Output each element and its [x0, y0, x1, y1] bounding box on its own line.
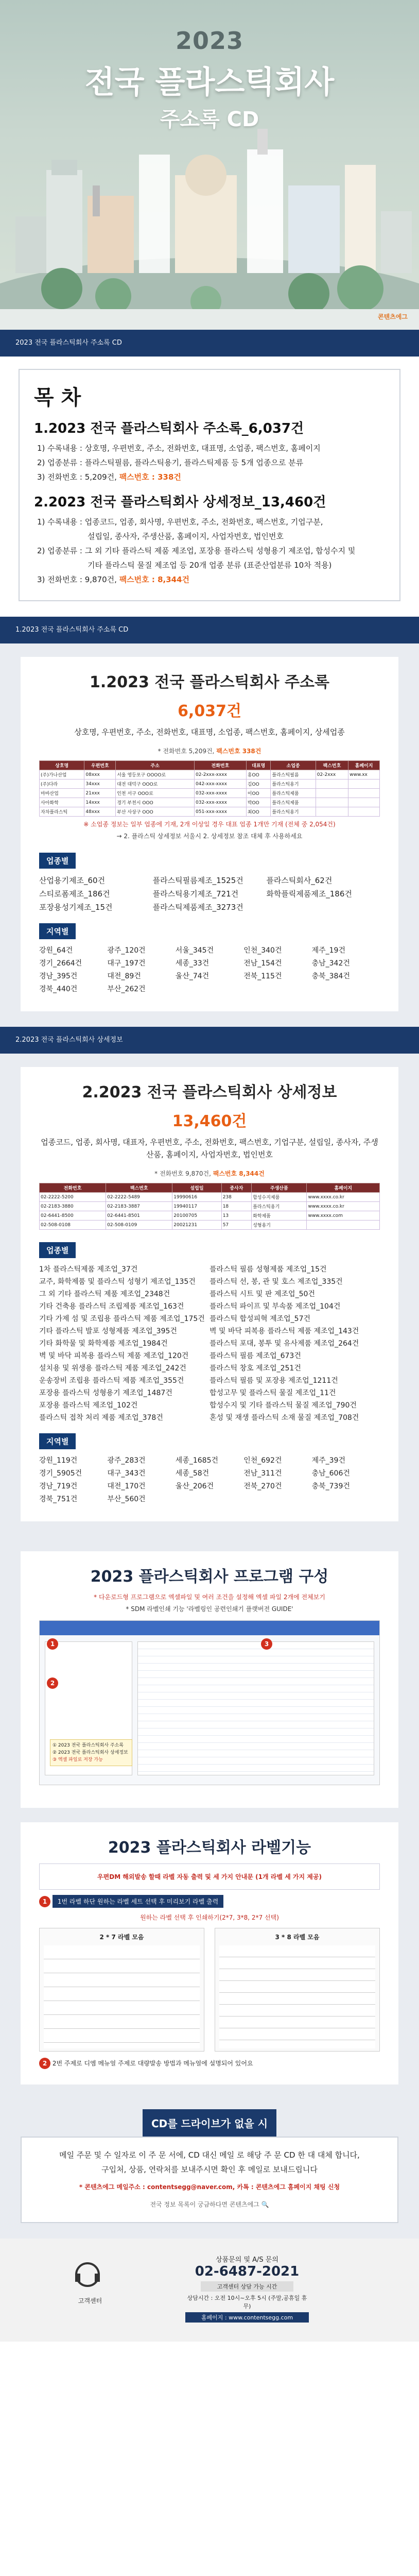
table-cell: 13: [221, 1211, 251, 1221]
cd-title: CD를 드라이브가 없을 시: [143, 2109, 276, 2137]
footer-tel-title: 상품문의 및 A/S 문의: [216, 2256, 278, 2264]
table-cell: 20021231: [172, 1221, 221, 1230]
cd-box: [21, 2137, 398, 2223]
table-cell: 02-2183-3887: [106, 1202, 172, 1211]
detail-card: [21, 1067, 398, 1521]
category-item: 플라스틱 포대, 봉투 및 유사제품 제조업_264건: [210, 1340, 359, 1348]
region-item: 대구_343건: [107, 1469, 146, 1478]
marker-1: 1: [47, 1638, 58, 1650]
fax-note-text: 팩스번호 338건: [216, 748, 261, 755]
region-item: 전남_311건: [243, 1469, 282, 1478]
category-item: 플라스틱 합성피혁 제조업_57건: [210, 1315, 311, 1323]
table-cell: [316, 779, 348, 789]
table-cell: 플라스틱용기: [271, 807, 316, 817]
region-tag: 지역별: [39, 923, 76, 939]
region-item: 인천_340건: [243, 946, 282, 955]
table-row: [40, 789, 380, 798]
record-count: 13,460건: [172, 1112, 247, 1130]
table-cell: www.xxxx.co.kr: [307, 1193, 380, 1202]
region-item: 충남_342건: [311, 959, 350, 968]
program-note: ② 2023 전국 플라스틱회사 상세정보: [53, 1750, 128, 1755]
headset-icon: [72, 2259, 103, 2290]
table-cell: 자차플라스틱: [40, 807, 84, 817]
category-item: 포장용 플라스틱 성형용기 제조업_1487건: [39, 1389, 172, 1397]
program-section: [0, 1537, 419, 1822]
step1-text: 1번 라벨 하단 원하는 라벨 세트 선택 후 미리보기 라벨 출력: [53, 1895, 223, 1908]
category-item: 그 외 기타 플라스틱 제품 제조업_2348건: [39, 1290, 170, 1298]
category-item: 기타 화학물 및 화학제품 제조업_1984건: [39, 1340, 168, 1348]
region-item: [243, 983, 311, 996]
region-item: 서울_345건: [175, 946, 214, 955]
table-cell: 플라스틱제품: [271, 798, 316, 807]
toc-s2-line: 2) 업종분류 : 그 외 기타 플라스틱 제품 제조업, 포장용 플라스틱 성형용기 제조업, 합성수지 및: [37, 546, 356, 555]
region-item: 경북_751건: [39, 1495, 78, 1503]
category-item: 포장용 플라스틱 제조업_102건: [39, 1401, 138, 1410]
table-cell: 화학제품: [252, 1211, 307, 1221]
detail-section: [0, 1054, 419, 1537]
region-item: 경남_719건: [39, 1482, 78, 1490]
toc-s2-phone: 3) 전화번호 : 9,870건,: [37, 575, 119, 584]
cd-text1: 메일 주문 및 수 일자로 이 주 문 서에, CD 대신 메일 로 해당 주 문 CD 한 대 대체 합니다,: [59, 2150, 360, 2160]
category-item: 플라스틱 창호 제조업_251건: [210, 1364, 301, 1372]
table-header: 대표명: [246, 761, 271, 770]
table-cell: 이OO: [246, 789, 271, 798]
table-cell: 57: [221, 1221, 251, 1230]
cd-email: * 콘텐츠에그 메일주소 : contentsegg@naver.com, 카톡 : 콘텐츠에그 홈페이지 채팅 신청: [79, 2183, 340, 2191]
table-row: [40, 1193, 380, 1202]
footer-time: 상담시간 : 오전 10시~오후 5시 (주말,공휴일 휴무): [187, 2295, 307, 2310]
marker-2: 2: [39, 2058, 50, 2069]
table-row: [40, 1211, 380, 1221]
table-cell: 서울 영등포구 OOOO로: [116, 770, 195, 779]
card-title: 1.2023 전국 플라스틱회사 주소록: [90, 673, 329, 691]
category-item: 합성고무 및 플라스틱 물질 제조업_11건: [210, 1389, 336, 1397]
table-cell: 032-xxx-xxxx: [195, 798, 247, 807]
category-item: 플라스틱필름제조_1525건: [152, 876, 243, 885]
phone-note-text: * 전화번호 9,870건,: [154, 1170, 213, 1177]
region-item: 경기_2664건: [39, 959, 82, 968]
table-cell: 02-508-0109: [106, 1221, 172, 1230]
table-header: 전화번호: [195, 761, 247, 770]
table-cell: 김OO: [246, 779, 271, 789]
address-book-card: [21, 657, 398, 1011]
toc-s1-line: [34, 470, 385, 484]
region-item: 인천_692건: [243, 1456, 282, 1465]
label-preview-title: 2 * 7 라벨 모음: [99, 1934, 144, 1941]
table-cell: [316, 807, 348, 817]
category-item: 기타 플라스틱 발포 성형제품 제조업_395건: [39, 1327, 177, 1335]
program-note: ① 2023 전국 플라스틱회사 주소록: [53, 1743, 124, 1748]
table-cell: 최OO: [246, 807, 271, 817]
table-cell: 02-2xxx: [316, 770, 348, 779]
region-item: 세종_1685건: [175, 1456, 218, 1465]
step2-text: 2번 주제로 디엠 메뉴얼 주제로 대량발송 방법과 메뉴얼에 설명되어 있어요: [52, 2060, 253, 2067]
table-row: [40, 779, 380, 789]
table-cell: (주)다라: [40, 779, 84, 789]
table-cell: 플라스틱제품: [271, 789, 316, 798]
toc-box: [19, 369, 400, 601]
table-of-contents: [0, 357, 419, 617]
category-item: 운송장비 조립용 플라스틱 제품 제조업_355건: [39, 1377, 184, 1385]
cd-section: [0, 2099, 419, 2239]
category-item: 설치용 및 위생용 플라스틱 제품 제조업_242건: [39, 1364, 186, 1372]
region-item: 강원_119건: [39, 1456, 78, 1465]
table-cell: 박OO: [246, 798, 271, 807]
category-tag: 업종별: [39, 853, 76, 869]
table-cell: [348, 789, 380, 798]
category-tag: 업종별: [39, 1242, 76, 1258]
table-cell: 02-508-0108: [40, 1221, 106, 1230]
marker-1: 1: [39, 1896, 50, 1907]
category-item: 기타 가제 섬 및 조립용 플라스틱 제품 제조업_175건: [39, 1315, 205, 1323]
table-cell: 051-xxx-xxxx: [195, 807, 247, 817]
table-cell: www.xx: [348, 770, 380, 779]
footer: [0, 2239, 419, 2342]
footer-tel: 02-6487-2021: [195, 2264, 300, 2279]
category-item: 플라스틱 필름 제조업_673건: [210, 1352, 301, 1360]
region-list: [39, 1454, 380, 1506]
category-item: 합성수지 및 기타 플라스틱 물질 제조업_790건: [210, 1401, 357, 1410]
region-item: 광주_120건: [107, 946, 146, 955]
category-item: 플라스틱 접착 처리 제품 제조업_378건: [39, 1414, 163, 1422]
table-cell: 02-2183-3880: [40, 1202, 106, 1211]
region-item: 충북_384건: [311, 972, 350, 980]
category-item: 기타 건축용 플라스틱 조립제품 제조업_163건: [39, 1302, 184, 1311]
search-icon: 🔍: [261, 2201, 269, 2208]
record-count: 6,037건: [178, 702, 241, 720]
section-bar-3: 2.2023 전국 플라스틱회사 상세정보: [0, 1027, 419, 1054]
region-item: [176, 983, 243, 996]
region-item: 경남_395건: [39, 972, 78, 980]
table-cell: [348, 798, 380, 807]
table-cell: 경기 부천시 OOO: [116, 798, 195, 807]
label-title: 2023 플라스틱회사 라벨기능: [108, 1839, 311, 1857]
marker-3: 3: [261, 1638, 272, 1650]
label-step1b: 원하는 라벨 선택 후 인쇄하기(2*7, 3*8, 2*7 선택): [140, 1914, 279, 1921]
table-cell: 032-xxx-xxxx: [195, 789, 247, 798]
category-item: 플라스틱 선, 봉, 관 및 호스 제조업_335건: [210, 1278, 343, 1286]
table-cell: www.xxxx.com: [307, 1211, 380, 1221]
toc-s1-line: 2) 업종분류 : 플라스틱필름, 플라스틱용기, 플라스틱제품 등 5개 업종으로 분류: [37, 458, 304, 467]
table-cell: 마바산업: [40, 789, 84, 798]
table-header: 홈페이지: [348, 761, 380, 770]
program-card: [21, 1551, 398, 1808]
table-cell: 인천 서구 OOO로: [116, 789, 195, 798]
region-item: 전북_270건: [243, 1482, 282, 1490]
table-cell: 성형용기: [252, 1221, 307, 1230]
table-row: [40, 1221, 380, 1230]
label-intro: 우편DM 해외발송 할때 라벨 자동 출력 및 세 가지 안내문 (1개 라벨 세 가지 제공): [97, 1873, 322, 1880]
toc-s1-phone: 3) 전화번호 : 5,209건,: [37, 472, 119, 482]
table-cell: 홍OO: [246, 770, 271, 779]
toc-section-1: 1.2023 전국 플라스틱회사 주소록_6,037건: [34, 421, 304, 436]
table-cell: 238: [221, 1193, 251, 1202]
label-section: [0, 1822, 419, 2099]
table-header: 소업종: [271, 761, 316, 770]
table-cell: 플라스틱필름: [271, 770, 316, 779]
toc-s2-fax: 팩스번호 : 8,344건: [119, 575, 190, 584]
cd-hint: [32, 2197, 387, 2212]
region-item: 대구_197건: [107, 959, 146, 968]
region-item: 대전_170건: [107, 1482, 146, 1490]
table-cell: [307, 1221, 380, 1230]
table-header: 팩스번호: [106, 1183, 172, 1193]
program-notes: [50, 1739, 132, 1766]
region-item: 부산_262건: [107, 985, 146, 993]
label-step2: [39, 2058, 380, 2069]
address-book-section: [0, 643, 419, 1027]
toc-s2-line: 기타 플라스틱 물질 제조업 등 20개 업종 분류 (표준산업분류 10차 적용): [88, 561, 332, 570]
table-cell: 08xxx: [84, 770, 116, 779]
category-item: 산업용기제조_60건: [39, 876, 106, 885]
region-item: 강원_64건: [39, 946, 73, 955]
table-cell: (주)가나산업: [40, 770, 84, 779]
card-title: 2.2023 전국 플라스틱회사 상세정보: [82, 1083, 337, 1101]
label-step1: [39, 1895, 380, 1908]
program-screenshot: [39, 1620, 380, 1785]
table-cell: 21xxx: [84, 789, 116, 798]
region-item: 세종_58건: [175, 1469, 210, 1478]
table-cell: [316, 798, 348, 807]
fax-note-text: 팩스번호 8,344건: [213, 1170, 265, 1177]
phone-note: [39, 747, 380, 755]
table-header: 상호명: [40, 761, 84, 770]
table-row: [40, 770, 380, 779]
cd-text2: 구입처, 상품, 연락처를 보내주시면 확인 후 메일로 보내드립니다: [101, 2165, 318, 2174]
region-item: 경북_440건: [39, 985, 78, 993]
category-item: 벽 및 바닥 피복용 플라스틱 제품 제조업_143건: [210, 1327, 359, 1335]
toc-title: 목 차: [34, 386, 81, 410]
label-preview-2x7: [39, 1928, 204, 2052]
region-item: [312, 1493, 380, 1506]
table-cell: 02-6441-8501: [106, 1211, 172, 1221]
category-item: [266, 901, 380, 914]
table-cell: 02-2222-5489: [106, 1193, 172, 1202]
table-cell: [348, 807, 380, 817]
table-cell: [348, 779, 380, 789]
table-cell: 02-2222-5200: [40, 1193, 106, 1202]
region-item: [176, 1493, 243, 1506]
toc-s2-line: 1) 수록내용 : 업종코드, 업종, 회사명, 우편번호, 주소, 전화번호, 팩스번호, 기업구분,: [37, 517, 323, 527]
phone-note: [39, 1169, 380, 1178]
table-cell: 사아화학: [40, 798, 84, 807]
label-preview-title: 3 * 8 라벨 모음: [275, 1934, 320, 1941]
footer-site[interactable]: 홈페이지 : www.contentsegg.com: [185, 2312, 309, 2323]
label-previews: [39, 1928, 380, 2052]
phone-note-text: * 전화번호 5,209건,: [158, 748, 217, 755]
table-cell: 20100705: [172, 1211, 221, 1221]
table-row: [40, 807, 380, 817]
region-item: 대전_89건: [107, 972, 141, 980]
cd-hint-text: 전국 정보 목록이 궁금하다면 콘텐츠에그: [150, 2201, 259, 2208]
region-item: 전남_154건: [243, 959, 282, 968]
sample-table: [39, 760, 380, 817]
program-note: ③ 엑셀 파일로 저장 가능: [53, 1757, 103, 1762]
region-item: 부산_560건: [107, 1495, 146, 1503]
table-row: [40, 798, 380, 807]
category-item: 플라스틱용기제조_721건: [152, 889, 239, 899]
footer-label: 고객센터: [78, 2297, 102, 2304]
table-cell: 플라스틱용기: [271, 779, 316, 789]
category-item: 교주, 화학제품 및 플라스틱 성형기 제조업_135건: [39, 1278, 196, 1286]
program-line1: * 다운로드형 프로그램으로 엑셀파일 및 여러 조건을 설정해 엑셀 파일 2개에 전체보기: [94, 1594, 325, 1601]
table-cell: 대전 대덕구 OOO로: [116, 779, 195, 789]
table-cell: 34xxx: [84, 779, 116, 789]
region-item: 제주_39건: [311, 1456, 345, 1465]
toc-s1-fax: 팩스번호 : 338건: [119, 472, 181, 482]
category-list: [39, 874, 380, 914]
region-item: 충남_606건: [311, 1469, 350, 1478]
category-item: 플라스틱 필름 성형제품 제조업_15건: [210, 1265, 327, 1274]
toc-section-2: 2.2023 전국 플라스틱회사 상세정보_13,460건: [34, 495, 326, 510]
region-item: 울산_74건: [175, 972, 210, 980]
region-list: [39, 944, 380, 996]
table-cell: 02-6441-8500: [40, 1211, 106, 1221]
region-item: [243, 1493, 311, 1506]
region-tag: 지역별: [39, 1433, 76, 1449]
table-header: 주소: [116, 761, 195, 770]
table-header: 설립일: [172, 1183, 221, 1193]
region-item: 세종_33건: [175, 959, 210, 968]
notice-2: → 2. 플라스틱 상세정보 서울시 2. 상세정보 참조 대체 후 사용하세요: [116, 833, 303, 840]
category-item: 포장용성기제조_15건: [39, 903, 113, 912]
table-row: [40, 1202, 380, 1211]
category-item: 혼성 및 재생 플라스틱 소재 물질 제조업_708건: [210, 1414, 359, 1422]
label-card: [21, 1822, 398, 2084]
category-item: 화학플릭제품제조_186건: [266, 889, 352, 899]
table-cell: 19990616: [172, 1193, 221, 1202]
table-cell: 042-xxx-xxxx: [195, 779, 247, 789]
region-item: 제주_19건: [311, 946, 345, 955]
region-item: 전북_115건: [243, 972, 282, 980]
table-cell: 플라스틱용기: [252, 1202, 307, 1211]
toc-s2-line: 설립일, 종사자, 주생산품, 홈페이지, 사업자번호, 법인번호: [88, 532, 284, 541]
marker-2: 2: [47, 1677, 58, 1689]
region-item: 충북_739건: [311, 1482, 350, 1490]
table-cell: [316, 789, 348, 798]
toc-s2-line: [34, 572, 385, 587]
label-preview-3x8: [215, 1928, 380, 2052]
table-cell: 18: [221, 1202, 251, 1211]
region-item: 경기_5905건: [39, 1469, 82, 1478]
table-header: 종사자: [221, 1183, 251, 1193]
category-item: 플라스틱회사_62건: [266, 876, 333, 885]
hero-subtitle: 주소록 CD: [160, 108, 259, 131]
toc-s1-line: 1) 수록내용 : 상호명, 우편번호, 주소, 전화번호, 대표명, 소업종, 팩스번호, 홈페이지: [37, 444, 321, 453]
region-item: 광주_283건: [107, 1456, 146, 1465]
table-header: 우편번호: [84, 761, 116, 770]
table-header: 주생산품: [252, 1183, 307, 1193]
program-title: 2023 플라스틱회사 프로그램 구성: [90, 1568, 329, 1586]
table-cell: 19940117: [172, 1202, 221, 1211]
section-bar-1: 2023 전국 플라스틱회사 주소록 CD: [0, 330, 419, 357]
table-cell: 합성수지제품: [252, 1193, 307, 1202]
category-item: 플라스틱 파이프 및 부속품 제조업_104건: [210, 1302, 341, 1311]
hero-title: 전국 플라스틱회사: [84, 64, 335, 100]
brand-label: 콘텐츠에그: [378, 313, 408, 320]
region-item: 울산_206건: [175, 1482, 214, 1490]
category-item: 벽 및 바닥 피복용 플라스틱 제품 제조업_120건: [39, 1352, 189, 1360]
table-header: 전화번호: [40, 1183, 106, 1193]
sample-table: [39, 1183, 380, 1230]
program-line2: * SDM 라벨인쇄 기능 '라벨링인 공련인쇄기 플랫버전 GUIDE': [126, 1605, 293, 1613]
label-intro-box: [39, 1863, 380, 1890]
field-list: 상호명, 우편번호, 주소, 전화번호, 대표명, 소업종, 팩스번호, 홈페이지, 상세업종: [74, 727, 345, 737]
table-cell: www.xxxx.co.kr: [307, 1202, 380, 1211]
field-list: 업종코드, 업종, 회사명, 대표자, 우편번호, 주소, 전화번호, 팩스번호, 기업구분, 설립일, 종사자, 주생산품, 홈페이지, 사업자번호, 법인번호: [41, 1138, 378, 1159]
hero-banner: [0, 0, 419, 330]
table-header: 팩스번호: [316, 761, 348, 770]
category-item: 플라스틱 필름 및 포장용 제조업_1211건: [210, 1377, 338, 1385]
footer-hours: 고객센터 상담 가능 시간: [201, 2281, 293, 2292]
category-item: 플라스틱 시트 및 판 제조업_50건: [210, 1290, 315, 1298]
table-cell: 48xxx: [84, 807, 116, 817]
table-cell: 14xxx: [84, 798, 116, 807]
section-bar-2: 1.2023 전국 플라스틱회사 주소록 CD: [0, 617, 419, 643]
category-item: 1차 플라스틱제품 제조업_37건: [39, 1265, 138, 1274]
footer-contact: [185, 2254, 309, 2323]
table-cell: 부산 사상구 OOO: [116, 807, 195, 817]
category-list: [39, 1263, 380, 1424]
region-item: [312, 983, 380, 996]
notice-1: ※ 소업종 정보는 일부 업종에 기재, 2개 이상일 경우 대표 업종 1개만 기재 (전체 중 2,054건): [83, 821, 336, 828]
category-item: 플라스틱제품제조_3273건: [152, 903, 243, 912]
hero-year: 2023: [175, 27, 244, 55]
table-cell: 02-2xxx-xxxx: [195, 770, 247, 779]
category-item: 스티로폼제조_186건: [39, 889, 110, 899]
table-header: 홈페이지: [307, 1183, 380, 1193]
